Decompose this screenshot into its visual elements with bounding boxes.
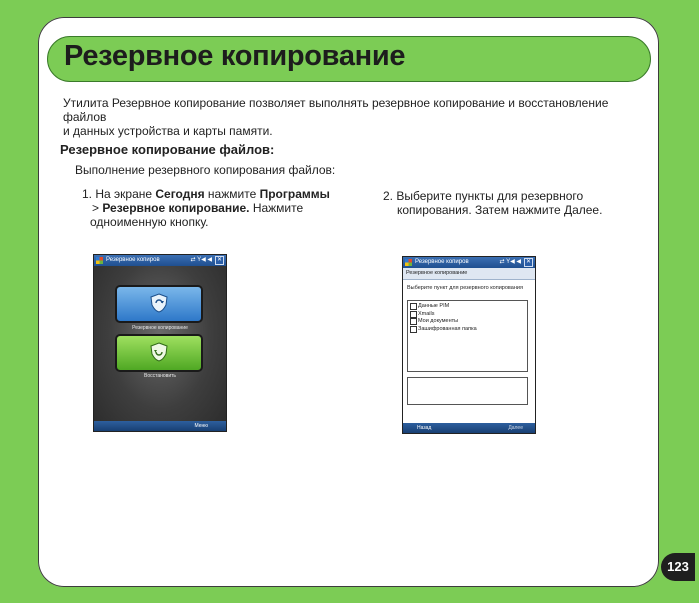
step-1-prefix: 1. На экране [82,187,156,201]
description-box [407,377,528,405]
step-1-programs: Программы [259,187,330,201]
checkbox[interactable] [410,303,417,310]
list-item-label: Данные PIM [418,303,450,309]
select-prompt: Выберите пункт для резервного копирования [407,285,523,291]
backup-button[interactable] [115,285,203,323]
step-2-line-1: 2. Выберите пункты для резервного [383,189,584,203]
signal-volume-icons: ⇄ Y◀ ◀ [499,259,521,265]
page-title: Резервное копирование [64,40,406,72]
list-item[interactable] [410,318,525,326]
step-2 [383,189,623,217]
checkbox[interactable] [410,311,417,318]
screenshot-select-items [402,256,536,434]
menu-softkey[interactable]: Меню [94,421,226,431]
step-2-line-2: копирования. Затем нажмите Далее. [397,203,603,217]
step-1-backup: Резервное копирование. [102,201,250,215]
signal-volume-icons: ⇄ Y◀ ◀ [190,257,212,263]
step-1-today: Сегодня [155,187,205,201]
restore-button[interactable] [115,334,203,372]
restore-button-label: Восстановить [143,373,177,379]
step-1-tail: Нажмите [249,201,304,215]
intro-line-1: Утилита Резервное копирование позволяет выполнять резервное копирование и восстановление файлов [63,96,609,124]
close-icon[interactable]: ✕ [216,257,223,263]
step-1-mid: нажмите [204,187,260,201]
intro-line-2: и данных устройства и карты памяти. [63,124,273,138]
screenshot-backup-app [93,254,227,432]
phone-title-text: Резервное копиров [106,257,160,263]
close-icon[interactable]: ✕ [525,259,532,265]
screen-header: Резервное копирование [403,268,535,280]
list-item-label: Мои документы [418,318,459,324]
windows-start-icon[interactable] [405,259,412,266]
backup-button-label: Резервное копирование [132,325,188,331]
step-1-line-1 [82,187,342,201]
step-1 [82,187,342,229]
page-number: 123 [661,553,695,581]
list-item-label: Зашифрованная папка [418,325,477,332]
intro-paragraph [63,96,653,138]
restore-shield-icon [149,342,169,362]
checkbox[interactable] [410,326,417,333]
list-item[interactable] [410,326,525,334]
softkey-bar [403,423,535,433]
checkbox[interactable] [410,318,417,325]
list-item[interactable] [410,311,525,319]
phone-title-text: Резервное копиров [415,259,469,265]
items-list [407,300,528,372]
section-heading: Резервное копирование файлов: [60,142,275,157]
backup-shield-icon [149,293,169,313]
section-subheading: Выполнение резервного копирования файлов: [75,163,336,177]
step-1-line-3: одноименную кнопку. [90,215,209,229]
phone-titlebar [94,255,226,266]
list-item-label: Xmails [418,310,435,317]
step-1-line-2 [82,201,342,215]
next-softkey[interactable]: Далее [508,425,523,431]
phone-titlebar [403,257,535,268]
windows-start-icon[interactable] [96,257,103,264]
list-item[interactable] [410,303,525,311]
back-softkey[interactable]: Назад [417,425,432,431]
step-1-gt: > [92,201,103,215]
